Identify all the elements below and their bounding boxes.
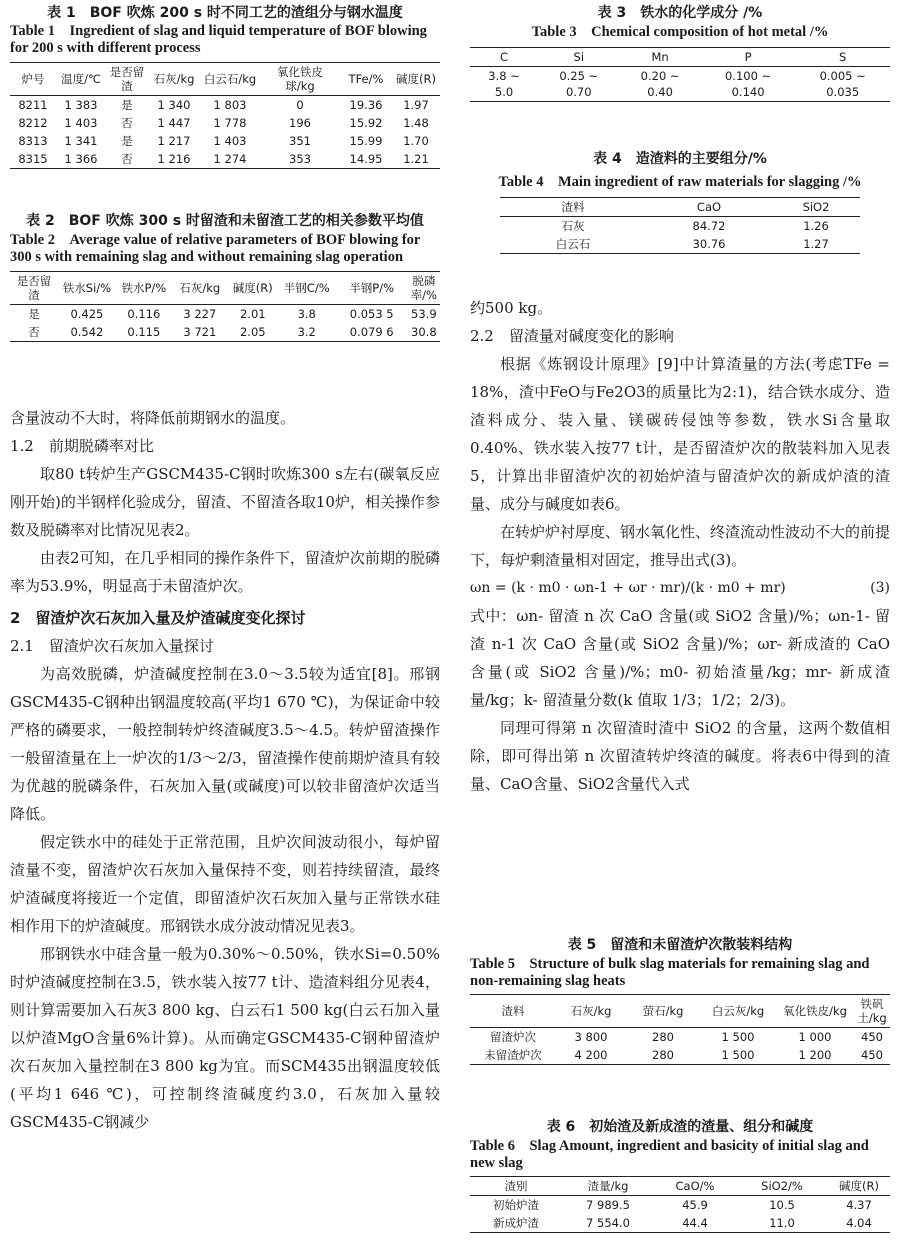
table3-header: Mn [651, 50, 669, 64]
table2-header: 铁水P/% [121, 281, 167, 295]
table-cell: 3 721 [183, 325, 217, 339]
table4-block [470, 150, 890, 254]
table-cell: 3.8 [297, 307, 316, 321]
table-cell: 14.95 [349, 152, 383, 166]
table2-header: 是否留渣 [16, 274, 52, 302]
table2-caption-cn: 表 2 BOF 吹炼 300 s 时留渣和未留渣工艺的相关参数平均值 [26, 213, 424, 229]
table4-caption-cn: 表 4 造渣料的主要组分/% [593, 151, 767, 167]
table-cell: 否 [28, 325, 40, 339]
table-cell: 0.053 5 [349, 307, 394, 321]
table2-header: 脱磷率/% [410, 274, 437, 302]
table-cell: 1 403 [213, 134, 247, 148]
table-cell: 1 383 [64, 98, 98, 112]
table5-caption-en: Table 5 Structure of bulk slag materials for remaining slag and non-remaining slag heats [470, 956, 870, 989]
table-row [470, 1028, 890, 1047]
table-cell: 3.2 [297, 325, 316, 339]
table1-header: 石灰/kg [153, 72, 195, 86]
paragraph: 约500 kg。 [470, 299, 553, 317]
table-cell: 1.27 [803, 237, 829, 251]
table-cell: 是 [121, 98, 133, 112]
table5 [470, 994, 890, 1065]
range-high: 0.035 [826, 85, 860, 99]
table1-header: 炉号 [21, 72, 45, 86]
table-cell: 15.99 [349, 134, 383, 148]
table2-header: 半钢P/% [349, 281, 395, 295]
paragraph: 含量波动不大时，将降低前期钢水的温度。 [10, 409, 296, 427]
table-cell: 2.05 [239, 325, 266, 339]
table-cell: 1 217 [157, 134, 191, 148]
table-cell: 10.5 [769, 1198, 795, 1212]
table6-block [470, 1118, 890, 1233]
table4-header: CaO [696, 200, 722, 214]
table3-caption-en: Table 3 Chemical composition of hot metal /% [531, 24, 829, 40]
table-cell: 196 [289, 116, 311, 130]
table-cell: 1 778 [213, 116, 247, 130]
table2-caption-en: Table 2 Average value of relative parameters of BOF blowing for 300 s with remaining slag and without remaining slag operation [10, 232, 421, 265]
table5-header: 氧化铁皮/kg [783, 1004, 847, 1018]
table-cell: 44.4 [682, 1216, 708, 1230]
table-row [10, 323, 440, 342]
table-cell: 1 366 [64, 152, 98, 166]
table3-caption-cn: 表 3 铁水的化学成分 /% [597, 5, 763, 21]
table-row [470, 1196, 890, 1215]
section-heading-2: 2 留渣炉次石灰加入量及炉渣碱度变化探讨 [10, 609, 306, 627]
section-heading-2-2: 2.2 留渣量对碱度变化的影响 [470, 327, 674, 345]
table6-header-row [470, 1177, 890, 1196]
table-row [10, 150, 440, 169]
range-low: 0.005 ~ [819, 69, 866, 83]
table5-header: 萤石/kg [642, 1004, 684, 1018]
table-cell: 11.0 [769, 1216, 795, 1230]
table6-header: SiO2/% [761, 1179, 803, 1193]
table-cell: 1 341 [64, 134, 98, 148]
range-high: 0.140 [731, 85, 765, 99]
table2-header: 石灰/kg [179, 281, 221, 295]
table2-header: 碱度(R) [232, 281, 273, 295]
left-body-text [10, 404, 440, 1136]
table-cell: 0.079 6 [349, 325, 394, 339]
section-heading-1-2: 1.2 前期脱磷率对比 [10, 437, 154, 455]
table2-header: 半钢C/% [283, 281, 330, 295]
table-cell: 450 [861, 1030, 883, 1044]
table3-header: C [500, 50, 509, 64]
table1-header: 温度/℃ [61, 72, 101, 86]
paragraph: 同理可得第 n 次留渣时渣中 SiO2 的含量，这两个数值相除，即可得出第 n 次留渣转炉终渣的碱度。将表6中得到的渣量、CaO含量、SiO2含量代入式 [470, 719, 890, 793]
table3-header: S [839, 50, 847, 64]
table3 [470, 47, 890, 102]
table-row [470, 67, 890, 102]
paragraph: 假定铁水中的硅处于正常范围，且炉次间波动很小，每炉留渣量不变，留渣炉次石灰加入量保持不变，则若持续留渣，最终炉渣碱度将接近一个定值，即留渣炉次石灰加入量与正常铁水硅相作用下的炉渣碱度。邢钢铁水成分波动情况见表3。 [10, 833, 440, 935]
table-row [10, 132, 440, 150]
paragraph: 式中：ωn- 留渣 n 次 CaO 含量(或 SiO2 含量)/%；ωn-1- 留渣 n-1 次 CaO 含量(或 SiO2 含量)/%；ωr- 新成渣的 CaO 含量(或 SiO2 含量)/%；m0- 初始渣量/kg；mr- 新成渣量/kg；k- 留渣量分数(k 值取 1/3；1/2；2/3)。 [470, 607, 890, 709]
paragraph: 取80 t转炉生产GSCM435-C钢时吹炼300 s左右(碳氧反应刚开始)的半钢样化验成分，留渣、不留渣各取10炉，相关操作参数及脱磷率对比情况见表2。 [10, 465, 440, 539]
table-cell: 1 447 [157, 116, 191, 130]
table-cell: 1 216 [157, 152, 191, 166]
table-cell: 初始炉渣 [493, 1198, 539, 1212]
table3-header: P [744, 50, 752, 64]
table1-header-row [10, 63, 440, 96]
table6-header: 渣量/kg [587, 1179, 629, 1193]
table6-caption-en: Table 6 Slag Amount, ingredient and basicity of initial slag and new slag [470, 1138, 869, 1171]
table1-caption-en: Table 1 Ingredient of slag and liquid temperature of BOF blowing for 200 s with different process [10, 23, 427, 56]
table-cell: 8211 [18, 98, 48, 112]
table-cell: 19.36 [349, 98, 383, 112]
table-cell: 1 500 [721, 1048, 755, 1062]
paragraph: 为高效脱磷，炉渣碱度控制在3.0～3.5较为适宜[8]。邢钢GSCM435-C钢种出钢温度较高(平均1 670 ℃)，为保证命中较严格的磷要求，一般控制转炉终渣碱度3.5～4.5。转炉留渣操作一般留渣量在上一炉次的1/3～2/3，留渣操作使前期炉渣具有较为优越的脱磷条件，石灰加入量(或碱度)可以较非留渣炉次适当降低。 [10, 665, 440, 823]
table-cell: 450 [861, 1048, 883, 1062]
range-high: 0.70 [565, 85, 592, 99]
range-low: 0.25 ~ [559, 69, 599, 83]
table-cell: 280 [652, 1048, 674, 1062]
table-cell: 1 000 [798, 1030, 832, 1044]
table1-block [10, 4, 440, 169]
table-cell: 1 200 [798, 1048, 832, 1062]
table1 [10, 62, 440, 169]
table-cell: 0 [296, 98, 304, 112]
table-cell: 8313 [18, 134, 48, 148]
table1-caption-cn: 表 1 BOF 吹炼 200 s 时不同工艺的渣组分与钢水温度 [47, 5, 403, 21]
paragraph: 在转炉炉衬厚度、钢水氧化性、终渣流动性波动不大的前提下，每炉剩渣量相对固定，推导出式(3)。 [470, 523, 891, 569]
table-cell: 351 [289, 134, 311, 148]
table6-header: 碱度(R) [839, 1179, 879, 1193]
range-low: 0.20 ~ [640, 69, 680, 83]
table-cell [701, 67, 796, 102]
table-cell: 84.72 [692, 219, 726, 233]
table-cell: 8212 [18, 116, 48, 130]
table-cell: 1.26 [803, 219, 829, 233]
table-cell: 1.70 [403, 134, 429, 148]
table4-header: SiO2 [802, 200, 830, 214]
table-cell: 353 [289, 152, 311, 166]
table1-header: 是否留渣 [109, 65, 145, 93]
right-body-text [470, 294, 890, 798]
table-cell: 2.01 [239, 307, 266, 321]
paragraph: 根据《炼钢设计原理》[9]中计算渣量的方法(考虑TFe = 18%，渣中FeO与Fe2O3的质量比为2:1)，结合铁水成分、造渣料成分、装入量、镁碳砖侵蚀等参数，铁水Si含量取0.40%、铁水装入按77 t计，是否留渣炉次的散装料加入见表5，计算出非留渣炉次的初始炉渣与留渣炉次的新成炉渣的渣量、成分与碱度如表6。 [470, 355, 890, 513]
table5-block [470, 936, 890, 1065]
table-cell: 1.21 [403, 152, 429, 166]
table-cell: 0.542 [70, 325, 104, 339]
table-row [500, 217, 860, 236]
table-cell: 8315 [18, 152, 48, 166]
section-heading-2-1: 2.1 留渣炉次石灰加入量探讨 [10, 637, 214, 655]
table-cell: 1.48 [403, 116, 429, 130]
table-cell: 石灰 [561, 219, 585, 233]
table2-header-row [10, 272, 440, 305]
table-cell: 否 [121, 152, 133, 166]
table-cell: 280 [652, 1030, 674, 1044]
table5-header-row [470, 995, 890, 1028]
range-low: 0.100 ~ [724, 69, 772, 83]
table-cell: 0.116 [127, 307, 161, 321]
table-cell: 7 554.0 [586, 1216, 630, 1230]
table-cell: 1 274 [213, 152, 247, 166]
paragraph: 由表2可知，在几乎相同的操作条件下，留渣炉次前期的脱磷率为53.9%，明显高于未留渣炉次。 [10, 549, 440, 595]
table-cell: 3 227 [183, 307, 217, 321]
table-cell: 0.425 [70, 307, 104, 321]
table-cell: 未留渣炉次 [484, 1048, 542, 1062]
table2 [10, 271, 440, 342]
equation-3 [470, 574, 890, 602]
table4 [500, 197, 860, 254]
table-cell: 1 403 [64, 116, 98, 130]
table1-header: 氧化铁皮球/kg [277, 65, 323, 93]
table-cell: 新成炉渣 [493, 1216, 539, 1230]
table-cell: 是 [28, 307, 40, 321]
table-cell: 是 [121, 134, 133, 148]
table-row [10, 96, 440, 115]
table-cell [619, 67, 700, 102]
table1-header: 碱度(R) [396, 72, 436, 86]
table-cell: 30.76 [692, 237, 726, 251]
table6-caption-cn: 表 6 初始渣及新成渣的渣量、组分和碱度 [546, 1119, 814, 1135]
table-row [10, 305, 440, 324]
table-cell: 3 800 [574, 1030, 608, 1044]
table-cell: 53.9 [411, 307, 437, 321]
table-row [10, 114, 440, 132]
table3-header-row [470, 48, 890, 67]
table-cell: 否 [121, 116, 133, 130]
paragraph: 邢钢铁水中硅含量一般为0.30%～0.50%，铁水Si=0.50%时炉渣碱度控制在3.5，铁水装入按77 t计、造渣料组分见表4，则计算需要加入石灰3 800 kg、白云石1 500 kg(白云石加入量以炉渣MgO含量6%计算)。从而确定GSCM435-C钢种留渣炉次石灰加入量控制在3 800 kg为宜。而SCM435出钢温度较低(平均1 646 ℃)，可控制终渣碱度约3.0，石灰加入量较GSCM435-C钢减少 [10, 945, 440, 1131]
table1-header: TFe/% [348, 72, 384, 86]
table5-caption-cn: 表 5 留渣和未留渣炉次散装料结构 [567, 937, 793, 953]
table-cell [470, 67, 538, 102]
table1-header: 白云石/kg [203, 72, 257, 86]
table3-header: Si [573, 50, 585, 64]
table-cell [538, 67, 619, 102]
table6-header: CaO/% [675, 1179, 715, 1193]
table-cell: 白云石 [555, 237, 591, 251]
range-low: 3.8 ~ [488, 69, 520, 83]
range-high: 0.40 [647, 85, 673, 99]
table-cell: 15.92 [349, 116, 383, 130]
table-cell: 1 500 [721, 1030, 755, 1044]
table-cell: 0.115 [127, 325, 161, 339]
table-cell: 4 200 [574, 1048, 608, 1062]
table-cell: 1 803 [213, 98, 247, 112]
table5-header: 白云灰/kg [711, 1004, 765, 1018]
table-cell: 45.9 [682, 1198, 708, 1212]
table4-header-row [500, 198, 860, 217]
table-cell: 30.8 [411, 325, 437, 339]
table-cell: 7 989.5 [586, 1198, 630, 1212]
table-cell: 4.04 [846, 1216, 872, 1230]
table5-header: 渣料 [501, 1004, 525, 1018]
range-high: 5.0 [494, 85, 514, 99]
table-row [500, 235, 860, 254]
table2-block [10, 212, 440, 342]
table6-header: 渣别 [504, 1179, 528, 1193]
table-row [470, 1046, 890, 1065]
table5-header: 石灰/kg [570, 1004, 612, 1018]
table-row [470, 1214, 890, 1233]
table4-header: 渣料 [561, 200, 585, 214]
table2-header: 铁水Si/% [62, 281, 112, 295]
table-cell: 1.97 [403, 98, 429, 112]
table-cell: 4.37 [846, 1198, 872, 1212]
table3-block [470, 4, 890, 102]
table5-header: 铁矾土/kg [857, 997, 887, 1025]
equation-number: (3) [870, 580, 890, 596]
table6 [470, 1176, 890, 1233]
table-cell: 1 340 [157, 98, 191, 112]
table-cell [795, 67, 890, 102]
equation-body: ωn = (k · m0 · ωn-1 + ωr · mr)/(k · m0 + mr) [470, 580, 786, 596]
table-cell: 留渣炉次 [490, 1030, 536, 1044]
table4-caption-en: Table 4 Main ingredient of raw materials for slagging /% [498, 174, 862, 190]
